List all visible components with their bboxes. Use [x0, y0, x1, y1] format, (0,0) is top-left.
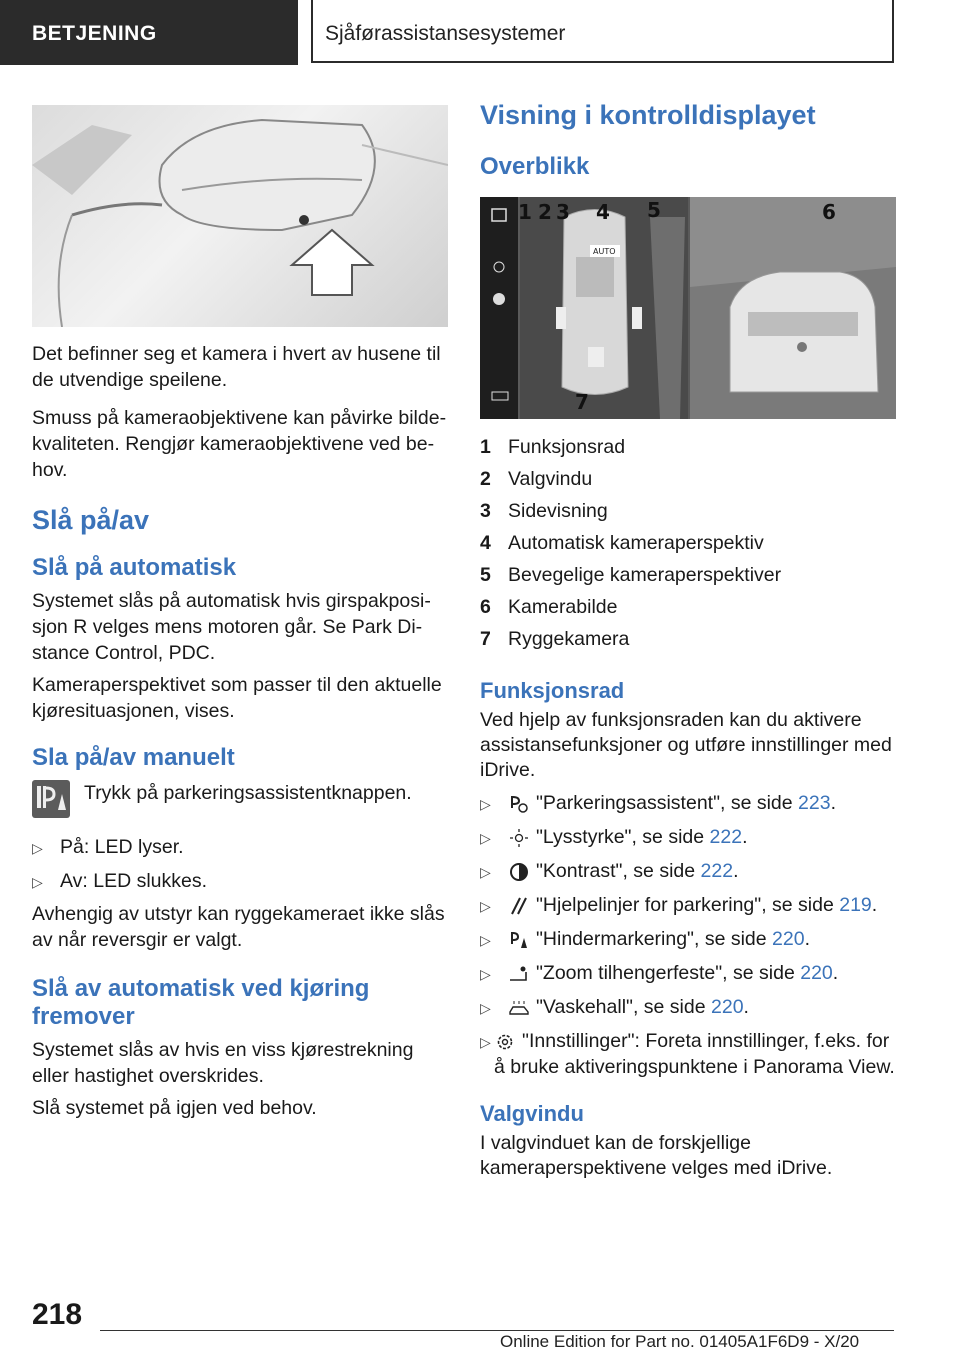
triangle-bullet-icon: ▷	[480, 796, 491, 812]
parking-assistant-button-icon	[32, 780, 70, 818]
list-item: ▷ "Lysstyrke", se side 222.	[480, 824, 896, 851]
heading-selection-window: Valgvindu	[480, 1101, 584, 1126]
auto-badge: AUTO	[593, 247, 616, 256]
list-item: ▷ På: LED lyser.	[32, 834, 448, 861]
triangle-bullet-icon: ▷	[480, 932, 491, 948]
list-item: ▷ "Parkeringsassistent", se side 223.	[480, 790, 896, 817]
section-title: BETJENING	[32, 22, 157, 45]
page-link[interactable]: 220	[800, 962, 833, 984]
mirror-camera-photo	[32, 105, 448, 327]
paragraph-auto-on: Systemet slås på automatisk hvis girspakposisjon R velges mens motoren går. Se Park Distance Control, PDC.	[32, 590, 431, 664]
page-link[interactable]: 223	[798, 792, 831, 814]
parking-lines-icon	[508, 896, 530, 916]
paragraph-cleaning: Smuss på kameraobjektivene kan påvirke bildekvaliteten. Rengjør kameraobjektivene ved behov.	[32, 407, 447, 481]
triangle-bullet-icon: ▷	[32, 874, 43, 890]
paragraph-selection-window: I valgvinduet kan de forskjellige kameraperspektivene velges med iDrive.	[480, 1132, 833, 1179]
page-link[interactable]: 219	[839, 894, 872, 916]
triangle-bullet-icon: ▷	[480, 864, 491, 880]
list-item: 4 Automatisk kameraperspektiv	[480, 531, 764, 554]
settings-icon	[494, 1032, 516, 1052]
display-illustration	[480, 197, 896, 419]
trailer-hitch-zoom-icon	[508, 964, 530, 984]
callout-2: 2	[538, 200, 552, 224]
heading-auto-off: Slå av automatisk ved kjøring fremover	[32, 975, 370, 1030]
page-header	[0, 0, 960, 65]
heading-control-display: Visning i kontrolldisplayet	[480, 100, 816, 130]
parking-assistant-icon	[508, 794, 530, 814]
paragraph-function-row: Ved hjelp av funksjonsraden kan du aktivere assistansefunksjoner og utføre innstillinger med iDrive.	[480, 709, 892, 781]
list-item: ▷ "Vaskehall", se side 220.	[480, 994, 896, 1021]
footer-divider	[100, 1330, 894, 1331]
triangle-bullet-icon: ▷	[480, 830, 491, 846]
paragraph-auto-view: Kameraperspektivet som passer til den aktuelle kjøresituasjonen, vises.	[32, 674, 442, 722]
brightness-icon	[508, 828, 530, 848]
list-item: 6 Kamerabilde	[480, 595, 618, 618]
callout-6: 6	[822, 200, 836, 224]
triangle-bullet-icon: ▷	[480, 966, 491, 982]
list-item: ▷ "Hjelpelinjer for parkering", se side 219.	[480, 892, 896, 919]
triangle-bullet-icon: ▷	[32, 840, 43, 856]
callout-5: 5	[647, 198, 661, 222]
heading-manual: Sla på/av manuelt	[32, 744, 235, 771]
paragraph-reverse: Avhengig av utstyr kan ryggekameraet ikke slås av når reversgir er valgt.	[32, 903, 445, 951]
page-link[interactable]: 220	[772, 928, 805, 950]
function-bullet-list	[480, 790, 896, 1080]
page-link[interactable]: 220	[711, 996, 744, 1018]
paragraph-auto-off: Systemet slås av hvis en viss kjørestrekning eller hastighet overskrides.	[32, 1039, 414, 1087]
list-item: ▷ "Zoom tilhengerfeste", se side 220.	[480, 960, 896, 987]
triangle-bullet-icon: ▷	[480, 1034, 491, 1050]
triangle-bullet-icon: ▷	[480, 898, 491, 914]
page-link[interactable]: 222	[709, 826, 743, 848]
edition-note: Online Edition for Part no. 01405A1F6D9 - X/20	[500, 1332, 860, 1351]
list-item: ▷ "Innstillinger": Foreta innstillinger, f.eks. for å bruke aktiveringspunktene i Panorama View.	[480, 1030, 895, 1078]
led-bullet-list	[32, 834, 448, 895]
list-item: ▷ "Hindermarkering", se side 220.	[480, 926, 896, 953]
callout-3: 3	[556, 200, 570, 224]
paragraph-manual: Trykk på parkeringsassistentknappen.	[84, 782, 412, 804]
heading-function-row: Funksjonsrad	[480, 678, 625, 703]
legend-list	[480, 431, 896, 655]
heading-on-off: Slå på/av	[32, 505, 150, 535]
page-number: 218	[32, 1298, 83, 1331]
list-item: 1 Funksjonsrad	[480, 435, 626, 458]
control-display-screenshot	[480, 197, 896, 419]
list-item: 3 Sidevisning	[480, 499, 608, 522]
list-item: 5 Bevegelige kameraperspektiver	[480, 563, 782, 586]
heading-overview: Overblikk	[480, 153, 590, 180]
car-wash-icon	[508, 998, 530, 1018]
right-column	[480, 100, 896, 1181]
callout-4: 4	[596, 200, 610, 224]
triangle-bullet-icon: ▷	[480, 1000, 491, 1016]
contrast-icon	[508, 862, 530, 882]
list-item: ▷ Av: LED slukkes.	[32, 868, 448, 895]
page-link[interactable]: 222	[700, 860, 734, 882]
left-column	[32, 105, 448, 1121]
callout-1: 1	[518, 200, 532, 224]
heading-auto-on: Slå på automatisk	[32, 554, 237, 581]
list-item: 7 Ryggekamera	[480, 627, 630, 650]
paragraph-camera-location: Det befinner seg et kamera i hvert av husene til de utvendige speilene.	[32, 343, 441, 391]
mirror-illustration	[32, 105, 448, 327]
list-item: 2 Valgvindu	[480, 467, 593, 490]
obstacle-marking-icon	[508, 930, 530, 950]
chapter-title: Sjåførassistansesystemer	[325, 22, 566, 45]
manual-instruction	[32, 780, 448, 818]
paragraph-turn-on-again: Slå systemet på igjen ved behov.	[32, 1097, 317, 1119]
section-tab	[0, 0, 298, 65]
chapter-tab	[311, 0, 894, 63]
callout-7: 7	[575, 390, 589, 414]
list-item: ▷ "Kontrast", se side 222.	[480, 858, 896, 885]
